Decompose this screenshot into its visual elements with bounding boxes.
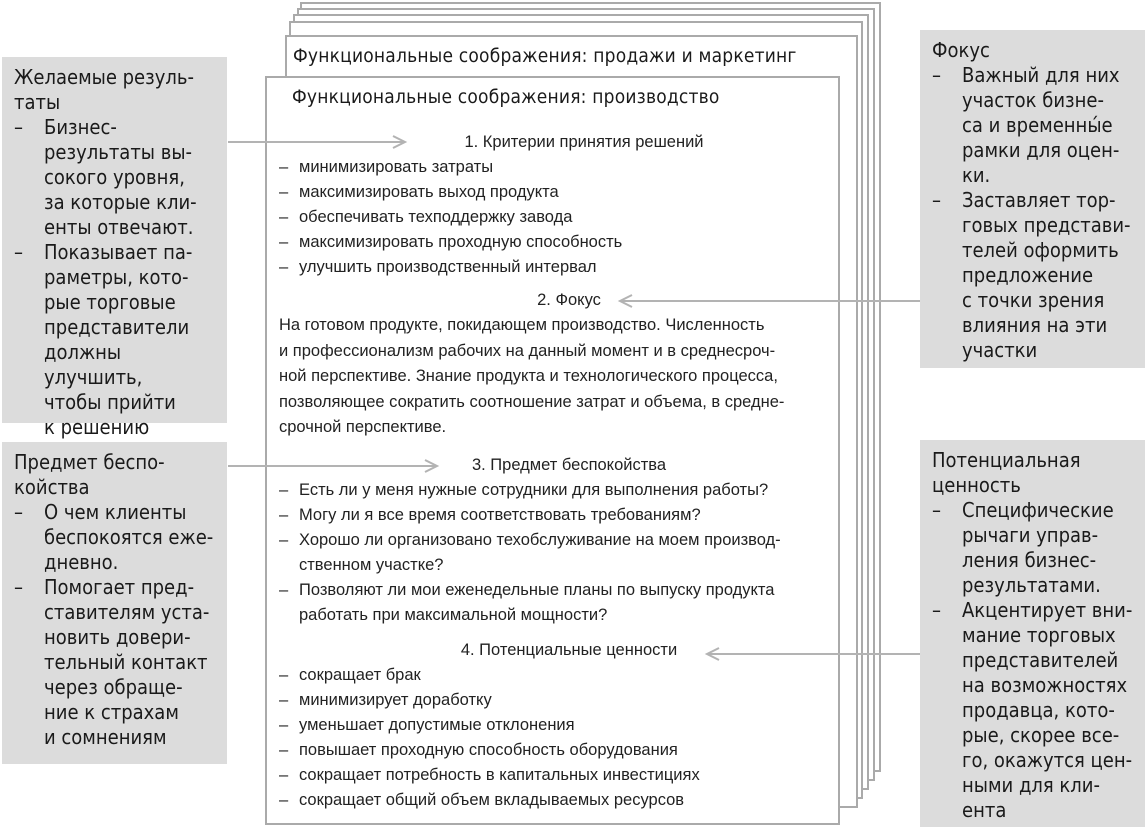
- list-item: – обеспечивать техподдержку завода: [279, 205, 839, 230]
- callout-item: – Бизнес- результаты вы- сокого уровня, за которые кли- енты отвечают.: [14, 115, 217, 240]
- list-item: – максимизировать выход продукта: [279, 180, 839, 205]
- list-item: – сокращает общий объем вкладываемых ресурсов: [279, 788, 839, 813]
- section-title: 4. Потенциальные ценности: [460, 640, 678, 659]
- section-title: 1. Критерии принятия решений: [464, 133, 704, 151]
- list-item: – повышает проходную способность оборудования: [279, 738, 839, 763]
- list-item: – Есть ли у меня нужные сотрудники для выполнения работы?: [279, 478, 839, 503]
- section-title: 3. Предмет беспокойства: [471, 455, 667, 474]
- list-item: – сокращает брак: [279, 663, 839, 688]
- callout-title: Потенциальная ценность: [932, 448, 1081, 497]
- callout-title: Предмет беспо- койства: [14, 450, 165, 499]
- list-item: – минимизирует доработку: [279, 688, 839, 713]
- paragraph-line: На готовом продукте, покидающем производство. Численность: [279, 316, 765, 334]
- paragraph-line: ной перспективе. Знание продукта и технологического процесса,: [279, 367, 778, 385]
- list-item: – Хорошо ли организовано техобслуживание на моем производ- ственном участке?: [279, 528, 839, 578]
- callout-item: – Акцентирует вни- мание торговых представителей на возможностях продавца, кото- рые, скорее все- го, окажутся цен- ными для кли- ента: [932, 598, 1135, 823]
- paragraph-line: срочной перспективе.: [279, 418, 447, 436]
- callout-item: – Важный для них участок бизне- са и временны́е рамки для оцен- ки.: [932, 63, 1135, 188]
- sales-sheet-title: Функциональные соображения: продажи и маркетинг: [293, 45, 797, 67]
- section-title: 2. Фокус: [537, 291, 601, 309]
- callout-item: – Показывает па- раметры, кото- рые торговые представители должны улучшить, чтобы прийти к решению: [14, 240, 217, 440]
- list-item: – минимизировать затраты: [279, 155, 839, 180]
- page-title: Функциональные соображения: производство: [292, 86, 720, 108]
- paragraph-line: и профессионализм рабочих на данный момент и в среднесроч-: [279, 341, 776, 360]
- callout-title: Фокус: [932, 38, 990, 62]
- paragraph-line: позволяющее сократить соотношение затрат и объема, в средне-: [279, 392, 785, 411]
- callout-item: – Помогает пред- ставителям уста- новить довери- тельный контакт через обраще- ние к страхам и сомнениям: [14, 575, 217, 750]
- list-item: – улучшить производственный интервал: [279, 255, 839, 280]
- callout-item: – Заставляет тор- говых представи- телей оформить предложение с точки зрения влияния на эти участки: [932, 188, 1135, 363]
- callout-item: – О чем клиенты беспокоятся еже- дневно.: [14, 500, 217, 575]
- callout-title: Желаемые резуль- таты: [14, 65, 194, 114]
- callout-item: – Специфические рычаги управ- ления бизнес- результатами.: [932, 498, 1135, 598]
- list-item: – сокращает потребность в капитальных инвестициях: [279, 763, 839, 788]
- list-item: – максимизировать проходную способность: [279, 230, 839, 255]
- list-item: – Позволяют ли мои еженедельные планы по выпуску продукта работать при максимальной мощности?: [279, 578, 839, 628]
- list-item: – Могу ли я все время соответствовать требованиям?: [279, 503, 839, 528]
- list-item: – уменьшает допустимые отклонения: [279, 713, 839, 738]
